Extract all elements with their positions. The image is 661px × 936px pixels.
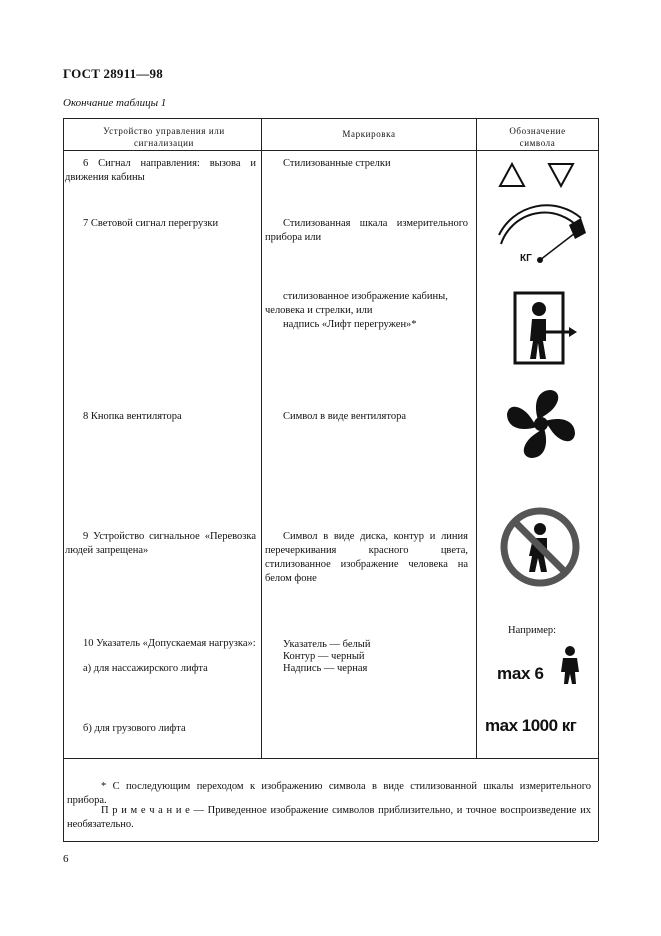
row-10b-device: б) для грузового лифта — [83, 723, 186, 734]
gauge-unit-label: КГ — [520, 253, 532, 264]
row-10-marking-line-3: Надпись — черная — [283, 663, 368, 674]
table-caption: Окончание таблицы 1 — [63, 97, 167, 109]
row-8-marking: Символ в виде вентилятора — [283, 411, 406, 422]
max-passengers-label: max 6 — [497, 664, 544, 683]
row-7-device: 7 Световой сигнал перегрузки — [83, 218, 219, 229]
row-7b-marking-line-1: стилизованное изображение кабины, — [283, 291, 448, 302]
header-bottom-border — [63, 150, 598, 151]
direction-arrows-icon — [497, 160, 577, 190]
row-10-marking-line-2: Контур — черный — [283, 651, 365, 662]
row-10-device: 10 Указатель «Допускаемая нагрузка»: — [83, 638, 256, 649]
footnote-star: * С последующим переходом к изображению символа в виде стилизованной шкалы измерительного прибора. — [67, 781, 591, 806]
right-border — [598, 118, 599, 841]
row-8-device: 8 Кнопка вентилятора — [83, 411, 182, 422]
column-header-marking: Маркировка — [342, 129, 396, 139]
table-top-border — [63, 118, 598, 119]
document-title: ГОСТ 28911—98 — [63, 66, 163, 81]
table-body-bottom-border — [63, 758, 598, 759]
cabin-overload-icon — [513, 291, 578, 366]
row-9-marking: Символ в виде диска, контур и линия перечеркивания красного цвета, стилизованное изображение человека на белом фоне — [265, 531, 468, 584]
row-6-marking: Стилизованные стрелки — [283, 158, 391, 169]
person-icon — [560, 645, 580, 685]
column-divider-2 — [476, 118, 477, 758]
column-header-device: Устройство управления или сигнализации — [103, 126, 225, 148]
overload-gauge-icon — [495, 208, 585, 268]
footnote-note: П р и м е ч а н и е — Приведенное изображение символов приблизительно, и точное воспроизведение их необязательно. — [67, 805, 591, 830]
left-border — [63, 118, 64, 841]
row-9-device: 9 Устройство сигнальное «Перевозка людей запрещена» — [65, 531, 256, 556]
no-people-transport-icon — [498, 505, 582, 589]
fan-icon — [505, 388, 577, 460]
column-header-symbol: Обозначение символа — [509, 126, 566, 148]
row-7-marking: Стилизованная шкала измерительного прибора или — [265, 218, 468, 243]
column-divider-1 — [261, 118, 262, 758]
row-6-device: 6 Сигнал направления: вызова и движения кабины — [65, 158, 256, 183]
row-7b-marking-line-2: человека и стрелки, или — [265, 305, 373, 316]
row-10-marking-line-1: Указатель — белый — [283, 639, 371, 650]
table-bottom-border — [63, 841, 598, 842]
row-10a-device: а) для нассажирского лифта — [83, 663, 208, 674]
example-caption: Например: — [508, 625, 557, 636]
page-number: 6 — [63, 853, 69, 865]
row-7b-marking-line-3: надпись «Лифт перегружен»* — [283, 319, 417, 330]
max-load-label: max 1000 кг — [485, 716, 577, 735]
